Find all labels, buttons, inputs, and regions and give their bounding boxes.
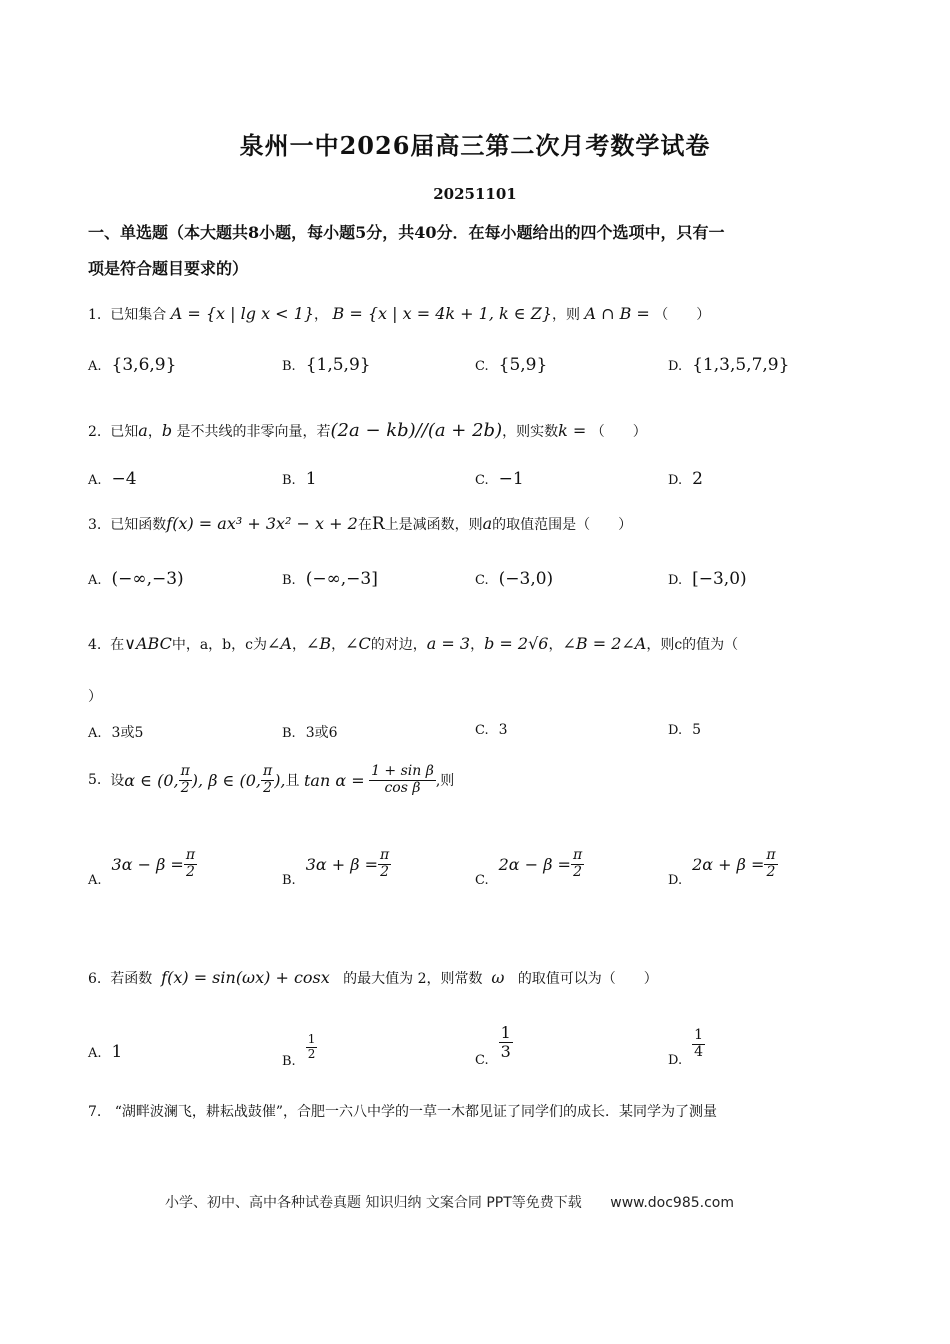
q2-option-d: D. 2 xyxy=(668,469,703,489)
q6-option-b: B. $\frac{1}{2}$ xyxy=(282,1032,316,1069)
q4-option-a: A. 3或5 xyxy=(88,725,144,741)
section-heading: 一、单选题（本大题共8小题，每小题5分，共40分．在每小题给出的四个选项中，只有一 xyxy=(88,223,725,242)
question-1: 1. 已知集合 A = {x | lg x < 1}， B = {x | x = 4k + 1, k ∈ Z}，则 A ∩ B = （ ） xyxy=(88,304,711,323)
q6-option-a: A. 1 xyxy=(88,1042,123,1062)
question-6: 6. 若函数 f(x) = sin(ωx) + cosx 的最大值为 2，则常数 ω 的取值可以为（ ） xyxy=(88,968,658,987)
question-7: 7. “湖畔波澜飞，耕耘战鼓催”，合肥一六八中学的一草一木都见证了同学们的成长．某同学为了测量 xyxy=(88,1104,718,1120)
q6-option-d: D. $\frac{1}{4}$ xyxy=(668,1027,704,1068)
question-4: 4. 在∨ABC中，a，b，c为∠A，∠B，∠C的对边，a = 3，b = 2√6，∠B = 2∠A，则c的值为（ xyxy=(88,634,739,653)
q2-option-b: B. 1 xyxy=(282,469,317,489)
q2-option-c: C. −1 xyxy=(475,469,524,489)
question-5: 5. 设 α ∈ (0, $\frac{\pi}{2}$ ), β ∈ (0, $\frac{\pi}{2}$ ), 且 tan α = $\frac{\text{1 + sin β}}{\text{cos β}}$ ,则 xyxy=(88,763,455,796)
q3-option-b: B. (−∞,−3] xyxy=(282,569,378,589)
q2-option-a: A. −4 xyxy=(88,469,137,489)
q3-option-a: A. (−∞,−3) xyxy=(88,569,184,589)
q1-option-a: A. {3,6,9} xyxy=(88,355,177,375)
question-4-cont: ） xyxy=(88,689,102,705)
q4-option-c: C. 3 xyxy=(475,722,508,738)
footer-link[interactable]: www.doc985.com xyxy=(610,1195,734,1211)
footer-text: 小学、初中、高中各种试卷真题 知识归纳 文案合同 PPT等免费下载 xyxy=(165,1195,582,1211)
page-title: 泉州一中2026届高三第二次月考数学试卷 xyxy=(239,131,711,160)
q1-option-b: B. {1,5,9} xyxy=(282,355,371,375)
q5-option-c: C. 2α − β = $\frac{\pi}{2}$ xyxy=(475,847,583,888)
q4-option-b: B. 3或6 xyxy=(282,725,338,741)
q5-option-b: B. 3α + β = $\frac{\pi}{2}$ xyxy=(282,847,390,888)
page-footer xyxy=(165,1192,734,1212)
q4-option-d: D. 5 xyxy=(668,722,702,738)
question-2: 2. 已知a，b 是不共线的非零向量，若(2a − kb)//(a + 2b)，则实数k = （ ） xyxy=(88,420,647,441)
q5-option-d: D. 2α + β = $\frac{\pi}{2}$ xyxy=(668,847,776,888)
q3-option-c: C. (−3,0) xyxy=(475,569,554,589)
q6-option-c: C. $\frac{1}{3}$ xyxy=(475,1022,511,1068)
section-heading-cont: 项是符合题目要求的） xyxy=(88,259,249,278)
q3-option-d: D. [−3,0) xyxy=(668,569,747,589)
question-3: 3. 已知函数f(x) = ax³ + 3x² − x + 2在R上是减函数，则a的取值范围是（ ） xyxy=(88,514,633,534)
q1-option-c: C. {5,9} xyxy=(475,355,548,375)
q1-option-d: D. {1,3,5,7,9} xyxy=(668,355,790,375)
q5-option-a: A. 3α − β = $\frac{\pi}{2}$ xyxy=(88,847,196,888)
exam-date: 20251101 xyxy=(433,185,517,203)
